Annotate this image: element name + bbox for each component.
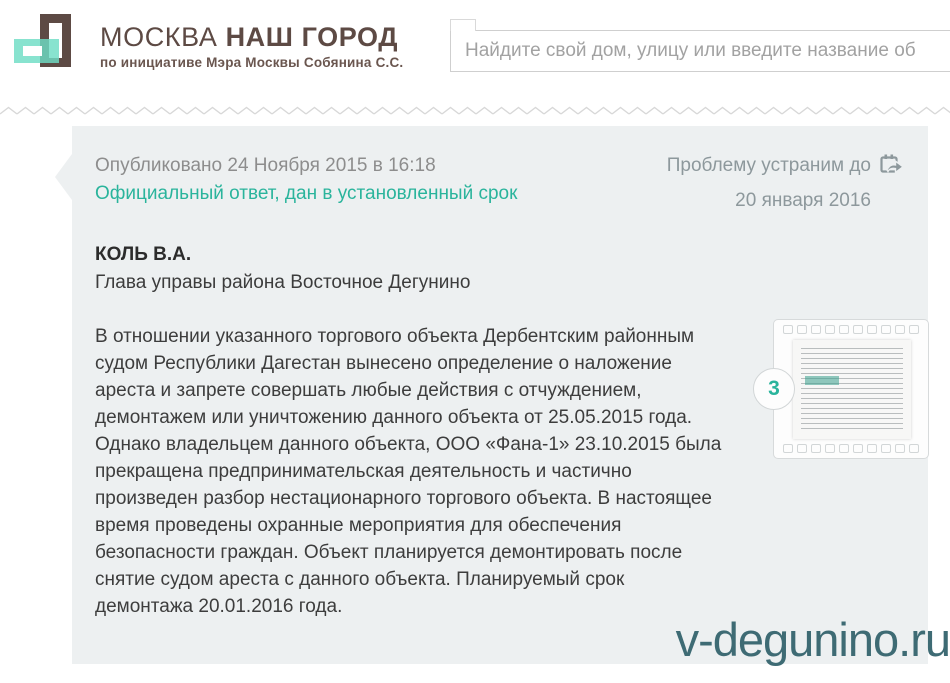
meta-left [95, 152, 517, 208]
scanned-document-preview [793, 340, 911, 439]
logo-title [100, 22, 403, 52]
site-header [0, 0, 950, 100]
meta-row [95, 152, 905, 215]
search-box-tab [450, 19, 476, 31]
status-official-answer: Официальный ответ, дан в установленный срок [95, 183, 518, 204]
logo-teal-inner-shape [23, 46, 42, 56]
deadline-block [667, 152, 905, 215]
site-logo[interactable] [14, 12, 403, 78]
filmstrip-holes-bottom [783, 444, 919, 453]
author-name: КОЛЬ В.А. [95, 244, 192, 265]
deadline-date: 20 января 2016 [735, 190, 871, 211]
document-highlight [805, 376, 839, 385]
moscow-our-city-logo-icon [14, 12, 78, 78]
published-date: Опубликовано 24 Ноября 2015 в 16:18 [95, 155, 436, 176]
deadline-label: Проблему устраним до [666, 155, 871, 176]
author-block [95, 241, 905, 297]
document-text-lines [801, 346, 903, 433]
attachment-count-badge [753, 368, 795, 410]
filmstrip-holes-top [783, 325, 919, 334]
calendar-forward-icon [878, 153, 905, 187]
logo-subtitle: по инициативе Мэра Москвы Собянина С.С. [100, 55, 404, 70]
logo-title-our-city: НАШ ГОРОД [225, 22, 399, 52]
author-position: Глава управы района Восточное Дегунино [95, 272, 471, 293]
logo-text [100, 12, 403, 70]
zigzag-divider [0, 104, 950, 118]
search-input[interactable] [450, 30, 950, 72]
site-watermark: v-degunino.ru [675, 613, 950, 666]
logo-title-city: МОСКВА [100, 22, 218, 52]
attachment-thumbnail[interactable] [768, 319, 929, 459]
official-response-panel [72, 126, 928, 664]
response-content [95, 323, 905, 620]
attachment-count: 3 [768, 377, 780, 400]
search-box [450, 30, 950, 72]
response-body-text: В отношении указанного торгового объекта Дербентским районным судом Республики Дагестан вынесено определение о наложение ареста и запрете совершать любые действия с отчуждением, демонтажем или уничтожению данного объекта от 25.05.2015 года. Однако владельцем данного объекта, ООО «Фана-1» 23.10.2015 была прекращена предпринимательская деятельность и частично произведен разбор нестационарного торгового объекта. В настоящее время проведены охранные мероприятия для обеспечения безопасности граждан. Объект планируется демонтировать после снятие судом ареста с данного объекта. Планируемый срок демонтажа 20.01.2016 года. [95, 326, 722, 617]
speech-bubble-tail [55, 154, 72, 200]
